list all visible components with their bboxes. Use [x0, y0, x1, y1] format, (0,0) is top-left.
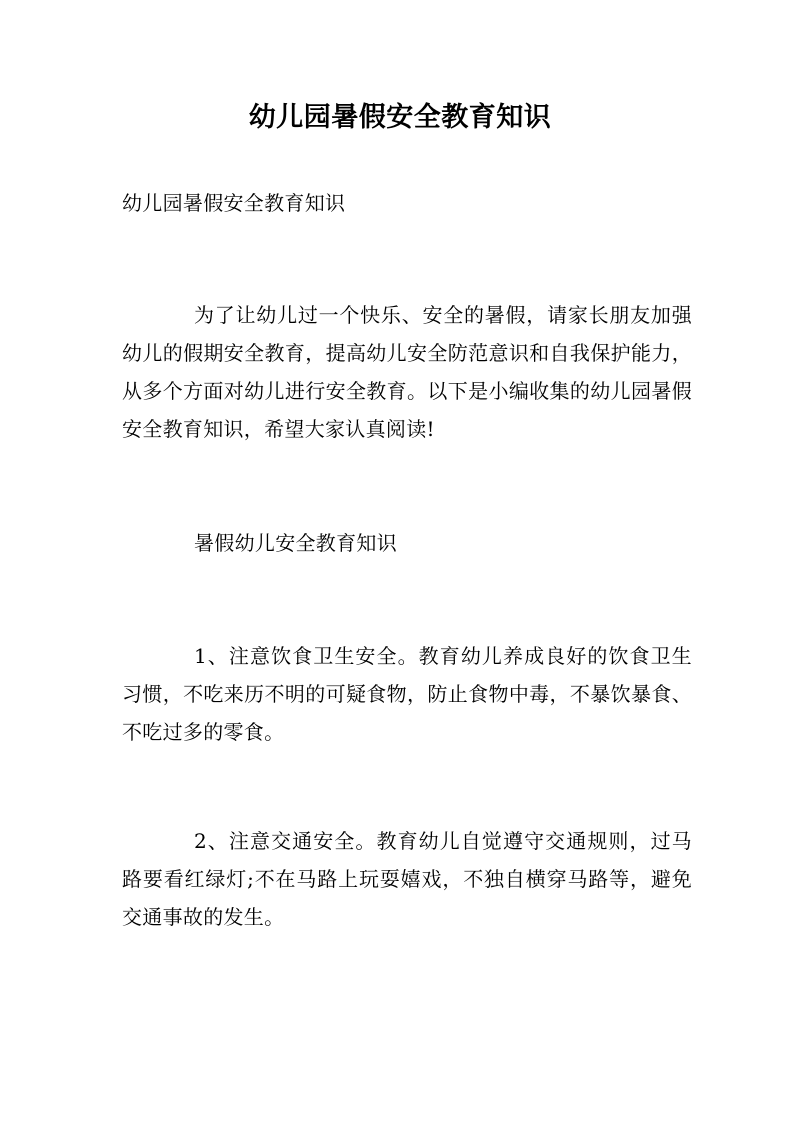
- list-item: 2、注意交通安全。教育幼儿自觉遵守交通规则，过马路要看红绿灯;不在马路上玩耍嬉戏，不独自横穿马路等，避免交通事故的发生。: [122, 829, 692, 929]
- document-title: 幼儿园暑假安全教育知识: [248, 102, 552, 133]
- list-item: 1、注意饮食卫生安全。教育幼儿养成良好的饮食卫生习惯，不吃来历不明的可疑食物，防止食物中毒，不暴饮暴食、不吃过多的零食。: [122, 644, 692, 744]
- intro-paragraph: 为了让幼儿过一个快乐、安全的暑假，请家长朋友加强幼儿的假期安全教育，提高幼儿安全防范意识和自我保护能力，从多个方面对幼儿进行安全教育。以下是小编收集的幼儿园暑假安全教育知识，希望大家认真阅读!: [122, 303, 692, 441]
- section-heading: 暑假幼儿安全教育知识: [194, 531, 397, 555]
- document-subtitle: 幼儿园暑假安全教育知识: [122, 191, 346, 215]
